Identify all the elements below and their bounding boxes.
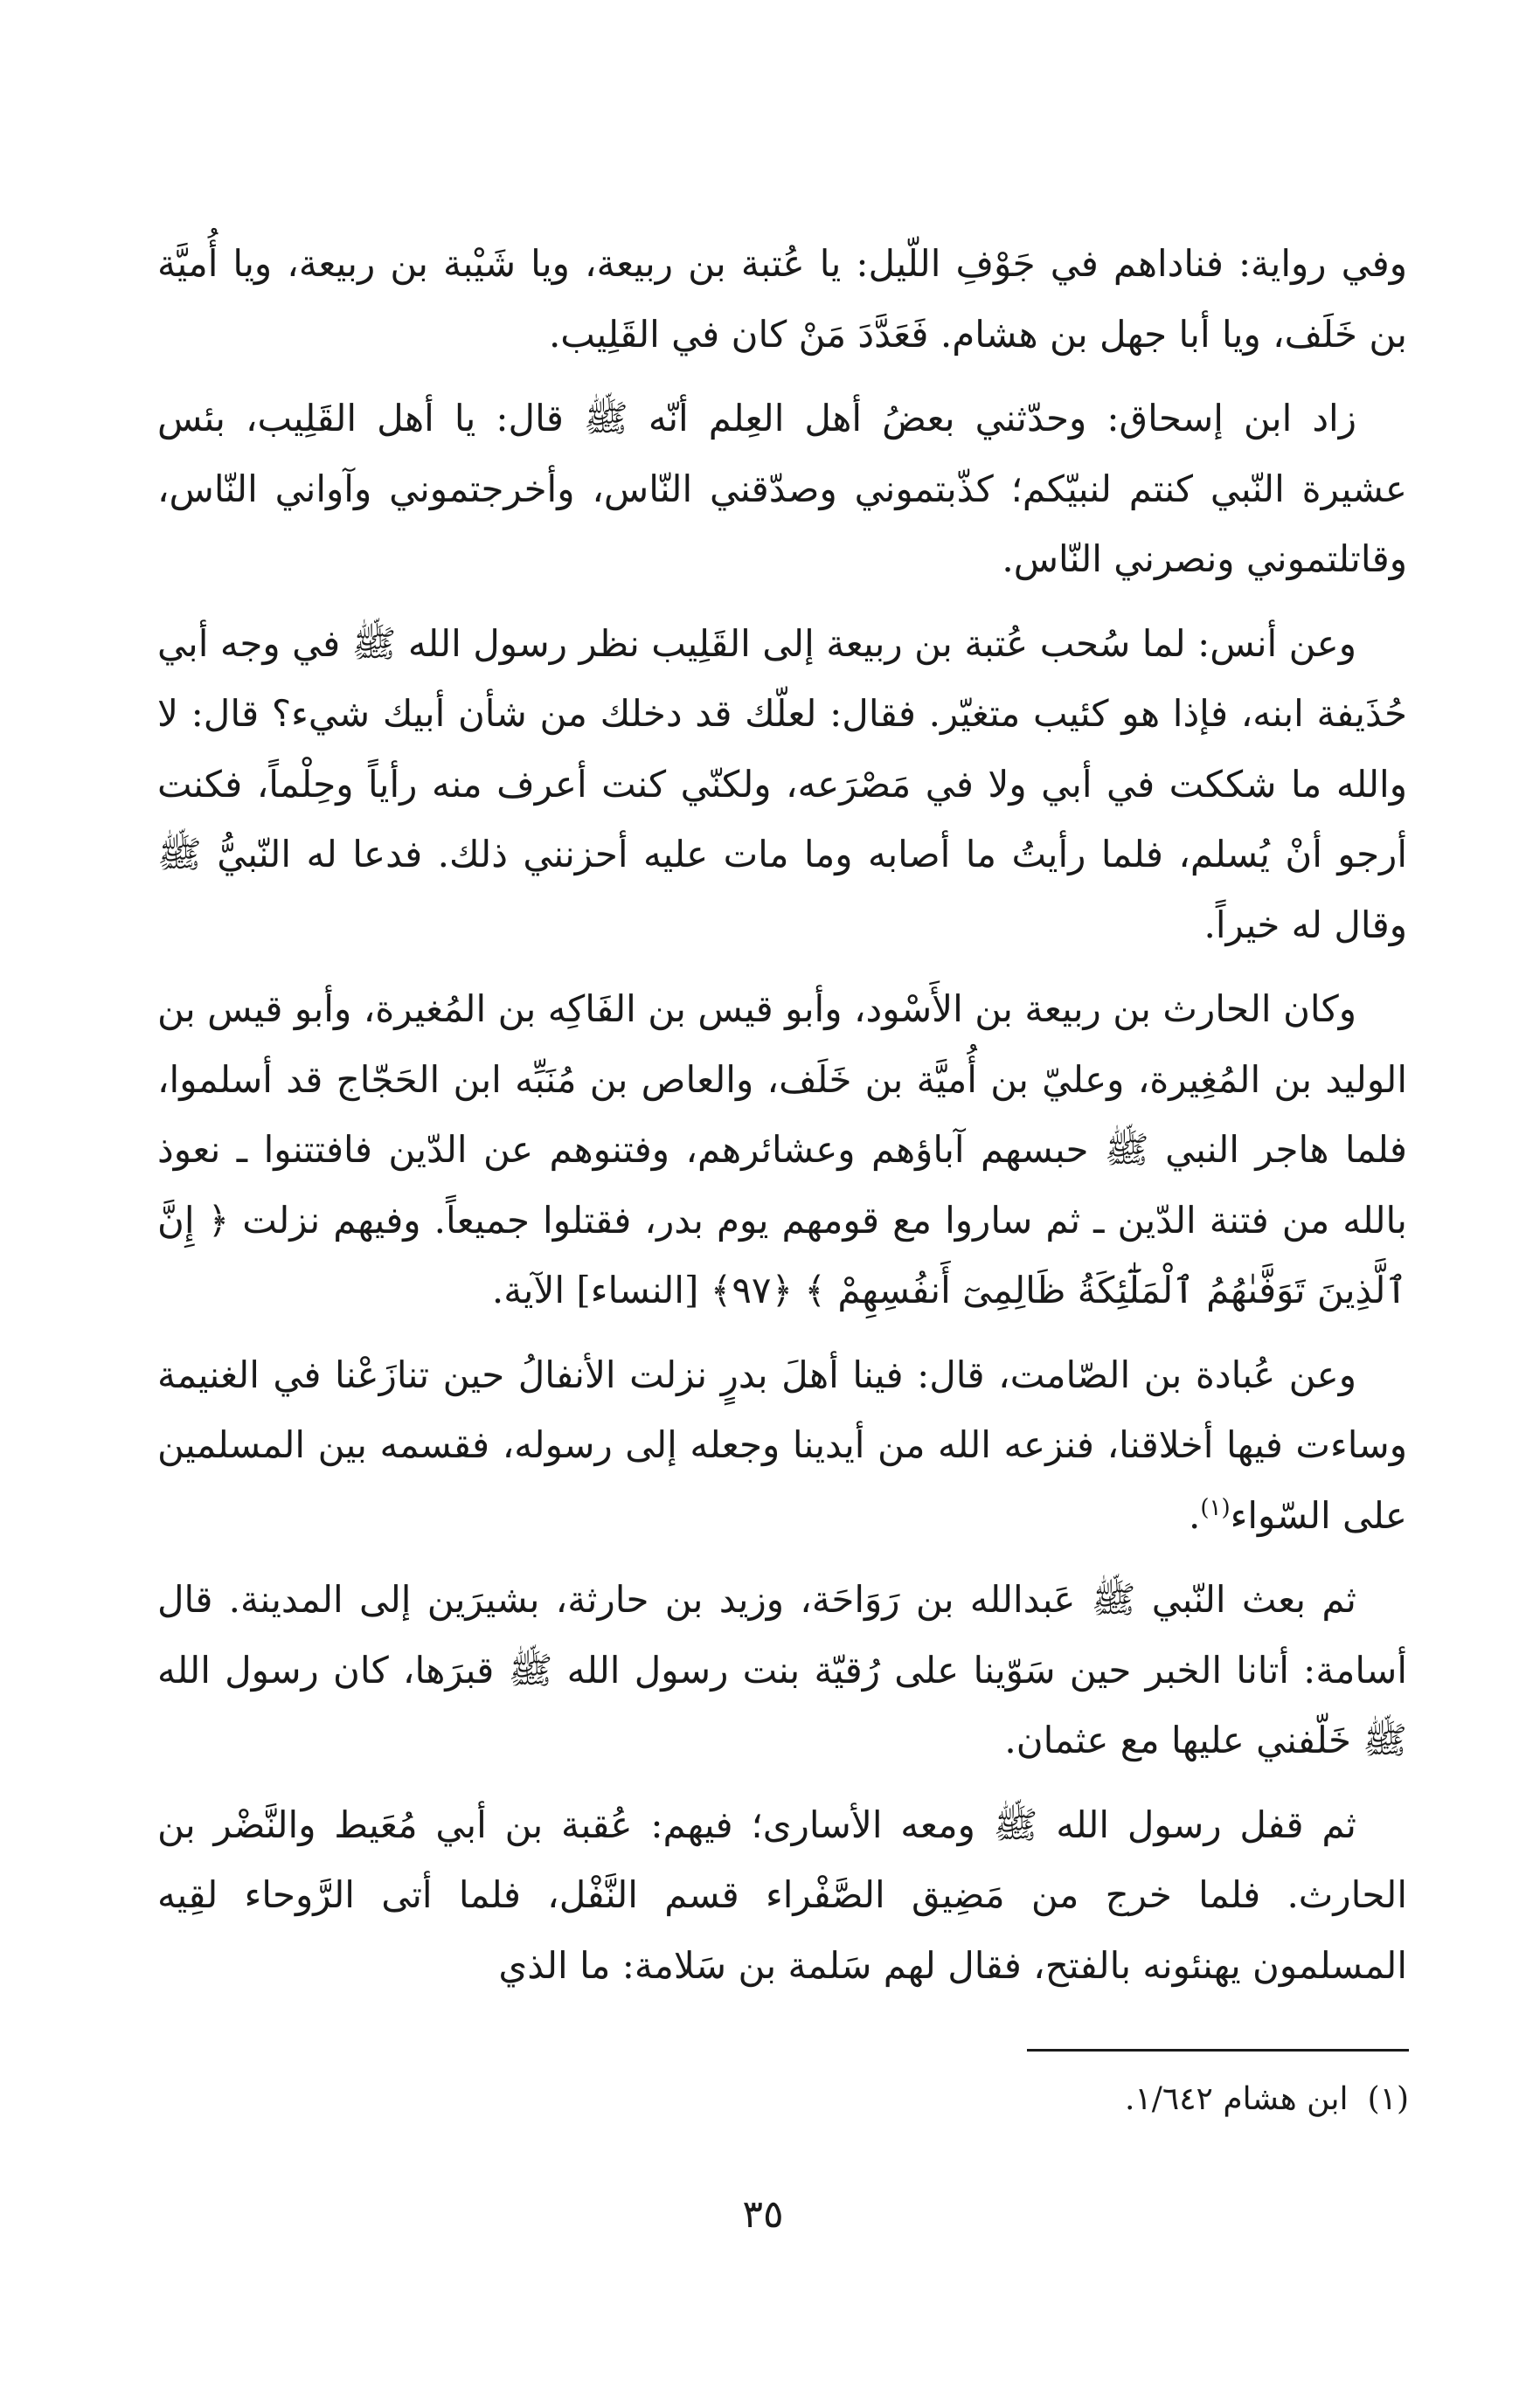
footnote-reference: (١) bbox=[1200, 1494, 1231, 1521]
paragraph: ثم بعث النّبي ﷺ عَبدالله بن رَوَاحَة، وزيد بن حارثة، بشيرَين إلى المدينة. قال أسامة: أتانا الخبر حين سَوّينا على رُقيّة بنت رسول الله ﷺ قبرَها، كان رسول الله ﷺ خَلّفني عليها مع عثمان. bbox=[157, 1578, 1407, 1761]
footnote-marker: (١) bbox=[1367, 2081, 1409, 2117]
footnote bbox=[874, 2078, 1409, 2121]
paragraph: وفي رواية: فناداهم في جَوْفِ اللّيل: يا عُتبة بن ربيعة، ويا شَيْبة بن ربيعة، ويا أُميَّة بن خَلَف، ويا أبا جهل بن هشام. فَعَدَّدَ مَنْ كان في القَلِيب. bbox=[157, 242, 1407, 356]
paragraph-text: وعن عُبادة بن الصّامت، قال: فينا أهلَ بدرٍ نزلت الأنفالُ حين تنازَعْنا في الغنيمة وساءت فيها أخلاقنا، فنزعه الله من أيدينا وجعله إلى رسوله، فقسمه بين المسلمين على السّواء bbox=[157, 1353, 1407, 1537]
page-number: ٣٥ bbox=[742, 2192, 784, 2237]
paragraph-with-footnote bbox=[157, 1340, 1407, 1552]
paragraph: زاد ابن إسحاق: وحدّثني بعضُ أهل العِلم أنّه ﷺ قال: يا أهل القَلِيب، بئس عشيرة النّبي كنتم لنبيّكم؛ كذّبتموني وصدّقني النّاس، وأخرجتموني وآواني النّاس، وقاتلتموني ونصرني النّاس. bbox=[157, 397, 1407, 580]
footnote-divider bbox=[1027, 2049, 1409, 2052]
paragraph: وعن أنس: لما سُحب عُتبة بن ربيعة إلى القَلِيب نظر رسول الله ﷺ في وجه أبي حُذَيفة ابنه، فإذا هو كئيب متغيّر. فقال: لعلّك قد دخلك من شأن أبيك شيء؟ قال: لا والله ما شككت في أبي ولا في مَصْرَعه، ولكنّي كنت أعرف منه رأياً وحِلْماً، فكنت أرجو أنْ يُسلم، فلما رأيتُ ما أصابه وما مات عليه أحزنني ذلك. فدعا له النّبيُّ ﷺ وقال له خيراً. bbox=[157, 621, 1407, 946]
paragraph: ثم قفل رسول الله ﷺ ومعه الأسارى؛ فيهم: عُقبة بن أبي مُعَيط والنَّضْر بن الحارث. فلما خرج من مَضِيق الصَّفْراء قسم النَّفْل، فلما أتى الرَّوحاء لقِيه المسلمون يهنئونه بالفتح، فقال لهم سَلمة بن سَلامة: ما الذي bbox=[157, 1803, 1407, 1987]
paragraph: وكان الحارث بن ربيعة بن الأَسْود، وأبو قيس بن الفَاكِه بن المُغيرة، وأبو قيس بن الوليد بن المُغِيرة، وعليّ بن أُميَّة بن خَلَف، والعاص بن مُنَبِّه ابن الحَجّاج قد أسلموا، فلما هاجر النبي ﷺ حبسهم آباؤهم وعشائرهم، وفتنوهم عن الدّين فافتتنوا ـ نعوذ بالله من فتنة الدّين ـ ثم ساروا مع قومهم يوم بدر، فقتلوا جميعاً. وفيهم نزلت ﴿ إِنَّ ٱلَّذِينَ تَوَفَّىٰهُمُ ٱلْمَلَٰٓئِكَةُ ظَالِمِىٓ أَنفُسِهِمْ ﴾ ﴿٩٧﴾ [النساء] الآية. bbox=[157, 987, 1407, 1311]
main-text bbox=[157, 229, 1407, 2015]
paragraph-end-punctuation: . bbox=[1188, 1493, 1201, 1537]
footnote-text: ابن هشام ١/٦٤٢. bbox=[1124, 2081, 1349, 2117]
